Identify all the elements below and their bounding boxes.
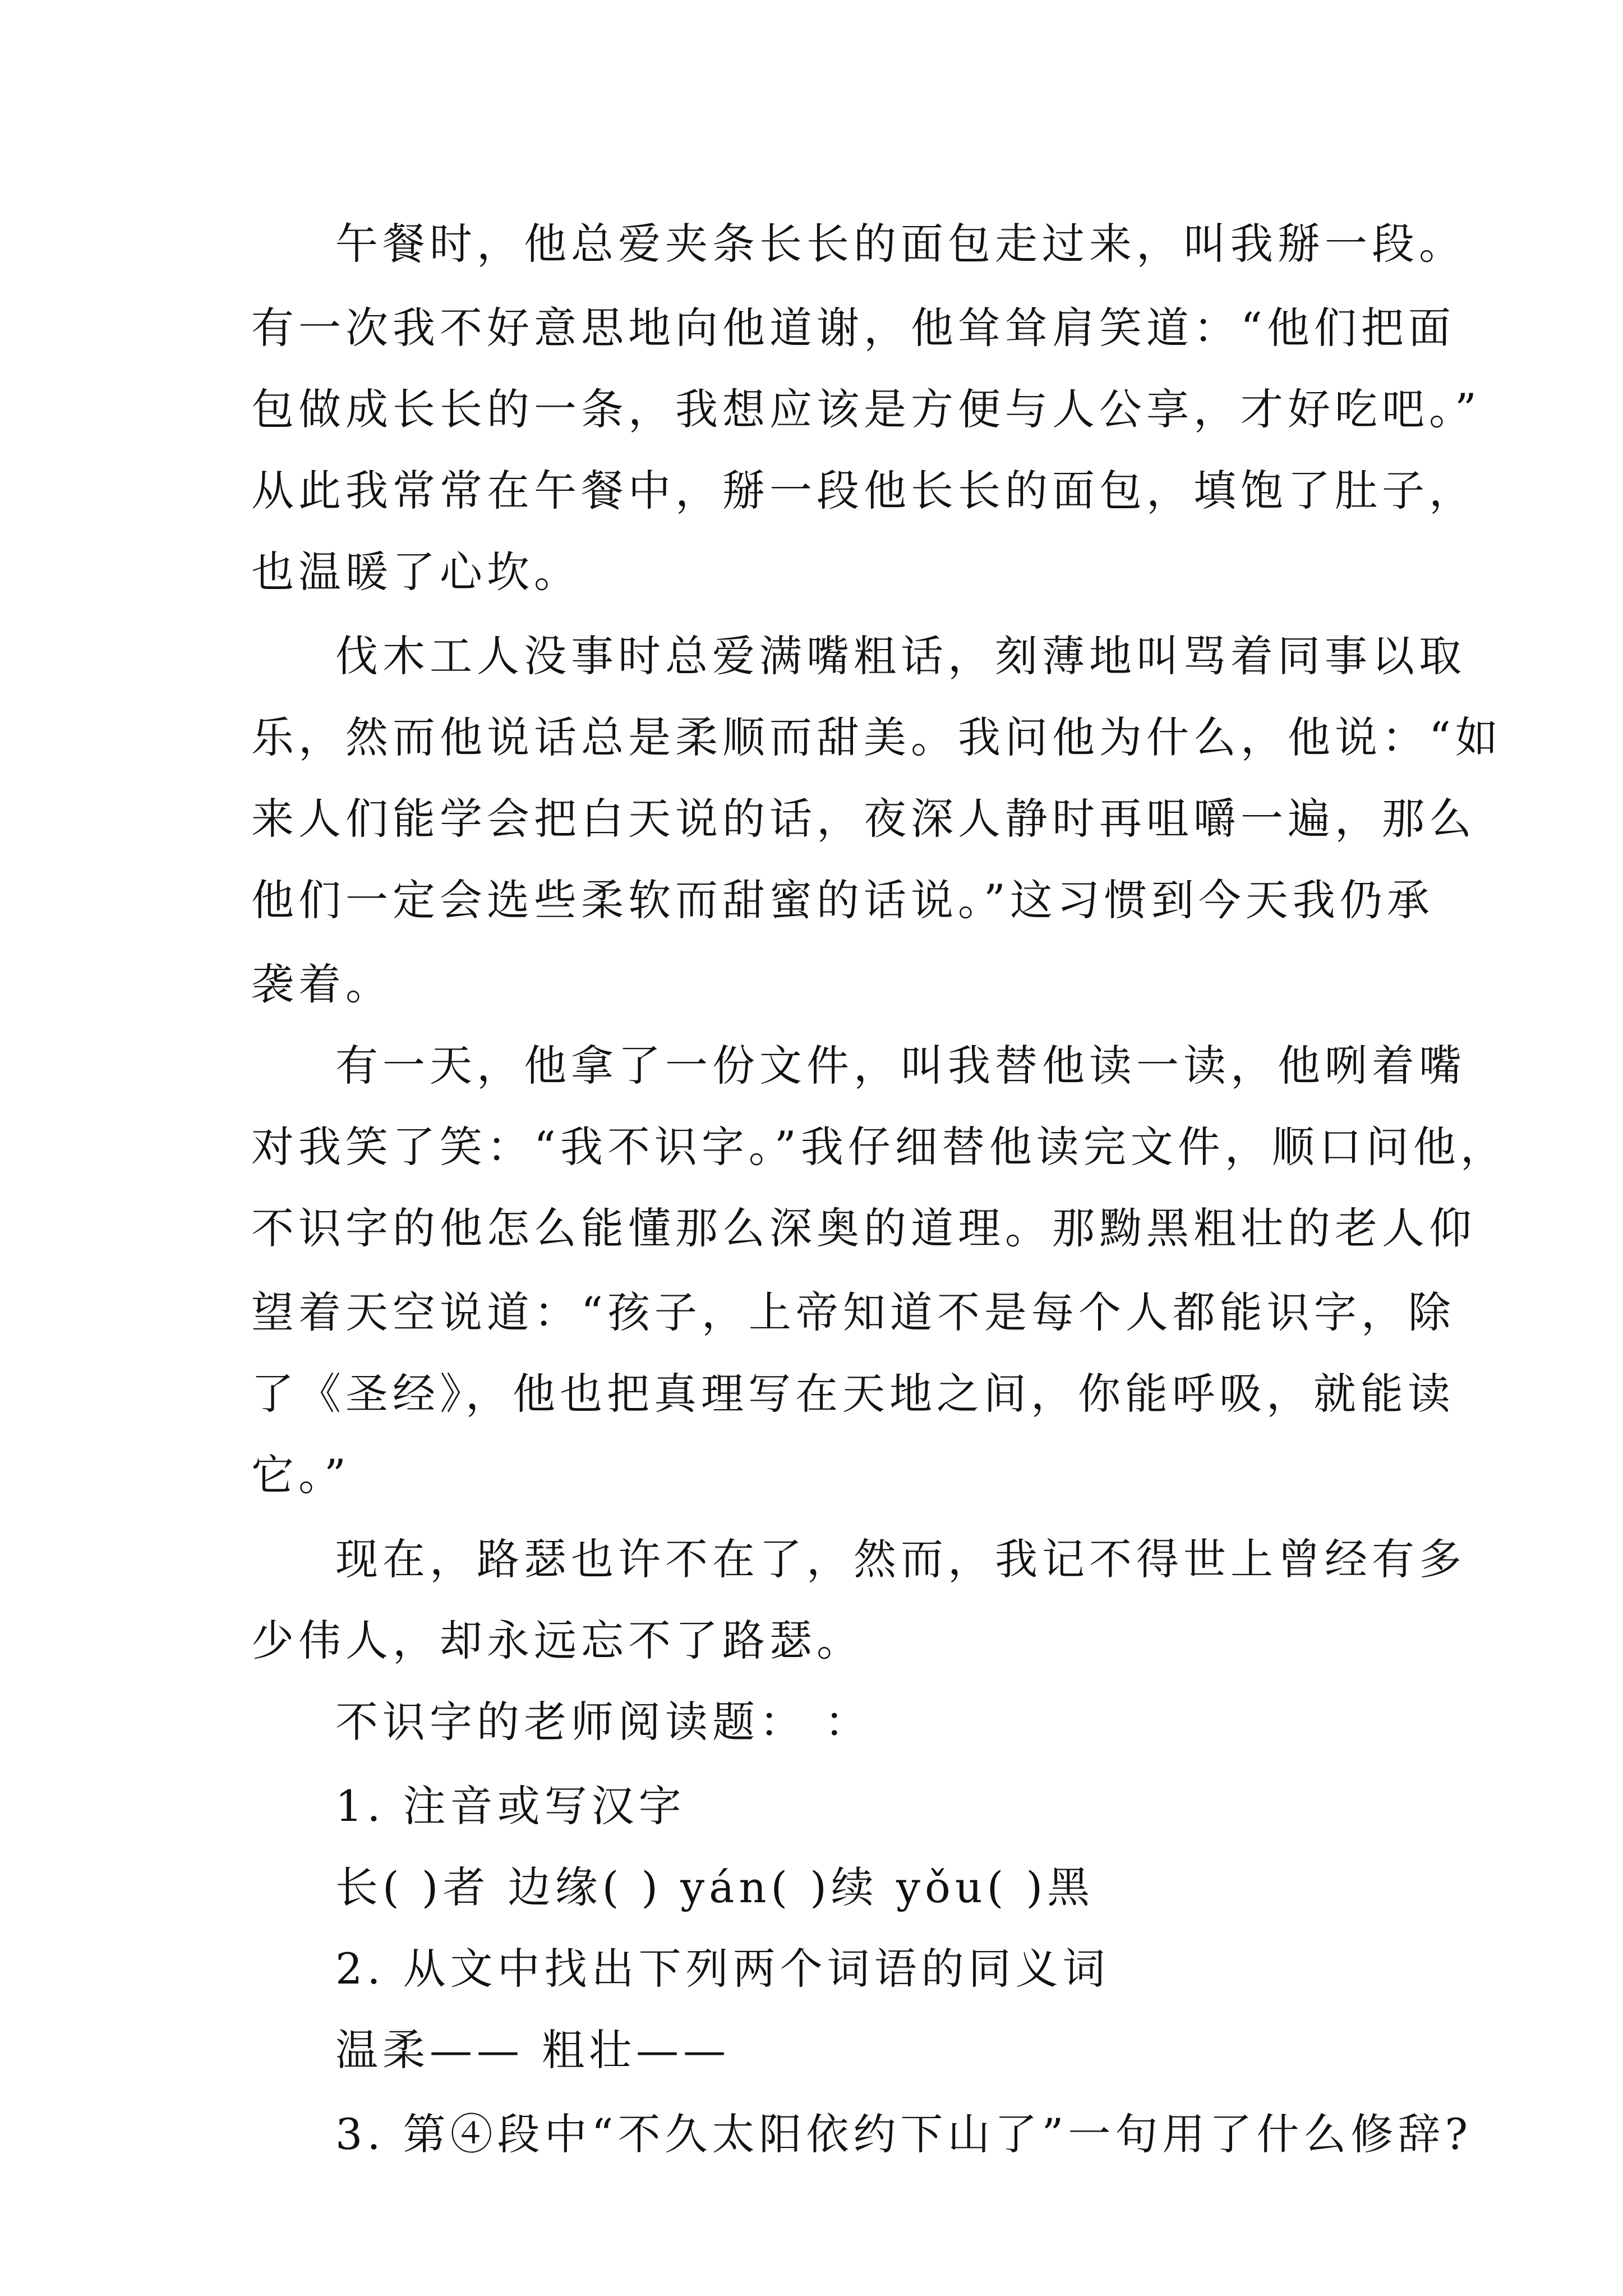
paragraph-line: 乐，然而他说话总是柔顺而甜美。我问他为什么，他说：“如 xyxy=(251,712,1502,762)
paragraph-line: 对我笑了笑：“我不识字。”我仔细替他读完文件，顺口问他， xyxy=(251,1122,1507,1172)
paragraph-line: 现在，路瑟也许不在了，然而，我记不得世上曾经有多 xyxy=(335,1534,1466,1584)
paragraph-line: 也温暖了心坎。 xyxy=(251,547,581,597)
paragraph-line: 它。” xyxy=(251,1450,351,1500)
paragraph-line: 有一天，他拿了一份文件，叫我替他读一读，他咧着嘴 xyxy=(335,1041,1466,1091)
question-1-items: 长( )者 边缘( ) yán( )续 yǒu( )黑 xyxy=(335,1862,1095,1912)
paragraph-line: 不识字的他怎么能懂那么深奥的道理。那黝黑粗壮的老人仰 xyxy=(251,1203,1476,1253)
question-2: 2. 从文中找出下列两个词语的同义词 xyxy=(335,1944,1110,1994)
paragraph-line: 来人们能学会把白天说的话，夜深人静时再咀嚼一遍，那么 xyxy=(251,794,1476,844)
question-1: 1. 注音或写汉字 xyxy=(335,1781,686,1831)
paragraph-line: 望着天空说道：“孩子，上帝知道不是每个人都能识字，除 xyxy=(251,1287,1455,1337)
exercise-title: 不识字的老师阅读题： ： xyxy=(335,1697,872,1747)
paragraph-line: 伐木工人没事时总爱满嘴粗话，刻薄地叫骂着同事以取 xyxy=(335,631,1466,681)
paragraph-line: 袭着。 xyxy=(251,959,393,1009)
paragraph-line: 他们一定会选些柔软而甜蜜的话说。”这习惯到今天我仍承 xyxy=(251,875,1434,925)
paragraph-line: 午餐时，他总爱夹条长长的面包走过来，叫我掰一段。 xyxy=(335,219,1466,269)
question-3: 3. 第④段中“不久太阳依约下山了”一句用了什么修辞? xyxy=(335,2109,1473,2159)
question-2-items: 温柔—— 粗壮—— xyxy=(335,2025,731,2075)
paragraph-line: 了《圣经》，他也把真理写在天地之间，你能呼吸，就能读 xyxy=(251,1369,1455,1419)
paragraph-line: 少伟人，却永远忘不了路瑟。 xyxy=(251,1616,864,1665)
paragraph-line: 包做成长长的一条，我想应该是方便与人公享，才好吃吧。” xyxy=(251,384,1481,434)
paragraph-line: 从此我常常在午餐中，掰一段他长长的面包，填饱了肚子， xyxy=(251,466,1476,516)
paragraph-line: 有一次我不好意思地向他道谢，他耸耸肩笑道：“他们把面 xyxy=(251,303,1455,353)
